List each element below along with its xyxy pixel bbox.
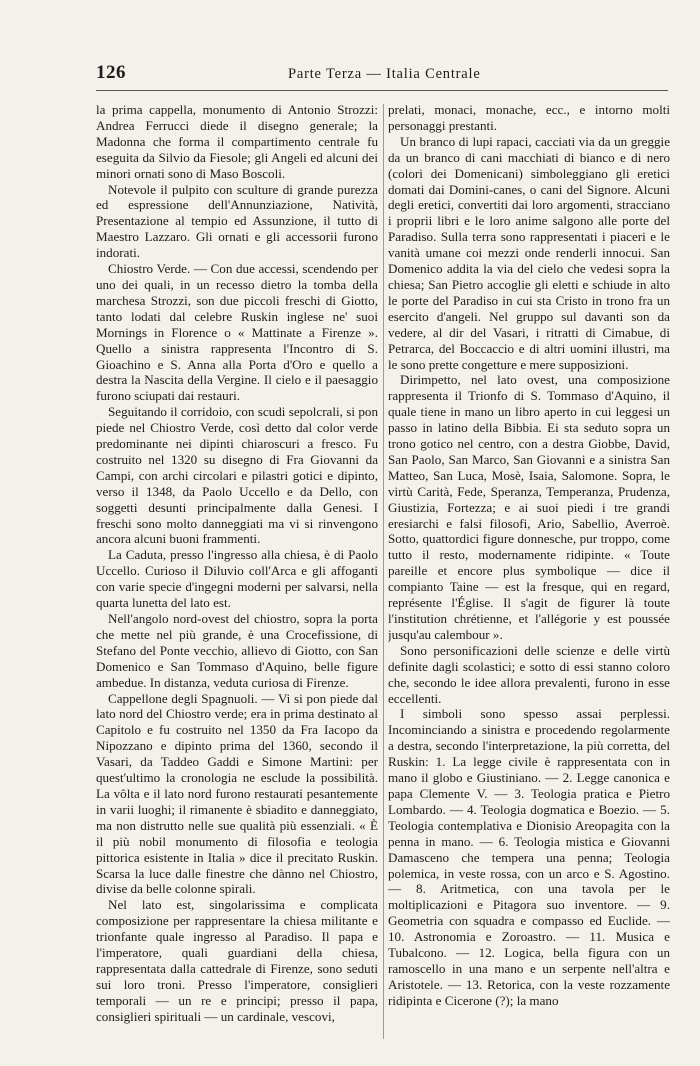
page-header: [96, 60, 668, 91]
paragraph: Chiostro Verde. — Con due accessi, scendendo per uno dei quali, in un recesso dietro la tomba della marchesa Strozzi, son due piccoli freschi di Giotto, tanto lodati dal celebre Ruskin inglese ne' suoi Mornings in Florence o « Mattinate a Firenze ». Quello a sinistra rappresenta l'Incontro di S. Gioachino e S. Anna alla Porta d'Oro e quello a destra la Nascita della Vergine. Il cielo e il paesaggio furono sciupati dai restauri.: [96, 261, 378, 404]
right-column: [388, 102, 670, 1042]
running-title: Parte Terza — Italia Centrale: [288, 66, 481, 82]
paragraph: I simboli sono spesso assai perplessi. Incominciando a sinistra e procedendo regolarmente a destra, secondo l'interpretazione, la più corretta, del Ruskin: 1. La legge civile è rappresentata con in mano il globo e Giustiniano. — 2. Legge canonica e papa Clemente V. — 3. Teologia pratica e Pietro Lombardo. — 4. Teologia dogmatica e Boezio. — 5. Teologia contemplativa e Dionisio Areopagita con la penna in mano. — 6. Teologia mistica e Giovanni Damasceno che tempera una penna; Teologia polemica, in veste rossa, con un arco e S. Agostino. — 8. Aritmetica, con una tavola per le moltiplicazioni e Pitagora suo inventore. — 9. Geometria con squadra e compasso ed Euclide. — 10. Astronomia e Zoroastro. — 11. Musica e Tubalcono. — 12. Logica, bella figura con un ramoscello in una mano e un serpente nell'altra e Aristotele. — 13. Retorica, con la veste rozzamente ridipinta e Cicerone (?); la mano: [388, 706, 670, 1008]
paragraph: Notevole il pulpito con sculture di grande purezza ed espressione dell'Annunziazione, Natività, Presentazione al tempio ed Assunzione, il tutto di Maestro Lazzaro. Gli ornati e gli accessorii furono indorati.: [96, 181, 378, 261]
column-divider: [383, 104, 384, 1039]
paragraph: Cappellone degli Spagnuoli. — Vi si pon piede dal lato nord del Chiostro verde; era in prima destinato al Capitolo e fu costruito nel 1350 da Fra Iacopo da Nipozzano e dipinto prima del 1360, secondo il Vasari, da Taddeo Gaddi e Simone Martini: per quest'ultimo la cronologia ne esclude la possibilità. La vôlta e il lato nord furono restaurati pesantemente in varii luoghi; il rimanente è sbiadito e danneggiato, ma non distrutto nelle sue qualità più essenziali. « È il più nobil monumento di filosofia e teologia pittorica esistente in Italia » dice il precitato Ruskin. Scarsa la luce dalle finestre che dànno nel Chiostro, divise da belle colonne spirali.: [96, 690, 378, 897]
paragraph: Seguitando il corridoio, con scudi sepolcrali, si pon piede nel Chiostro Verde, così detto dal color verde predominante nei dipinti chiaroscuri a fresco. Fu costruito nel 1320 su disegno di Fra Giovanni da Campi, con archi circolari e pilastri gotici e dipinto, verso il 1348, da Paolo Uccello e da Dello, con soggetti desunti principalmente dalla Genesi. I freschi sono molto danneggiati ma vi si rinvengono ancora alcuni buoni frammenti.: [96, 404, 378, 547]
left-column: [96, 102, 378, 1042]
paragraph: Dirimpetto, nel lato ovest, una composizione rappresenta il Trionfo di S. Tommaso d'Aquino, il quale tiene in mano un libro aperto in cui leggesi un passo in latino della Bibbia. Ei sta seduto sopra un trono gotico nel centro, con a destra Giobbe, David, San Paolo, San Marco, San Giovanni e a sinistra San Matteo, San Luca, Mosè, Isaia, Salomone. Sopra, le virtù Carità, Fede, Speranza, Temperanza, Prudenza, Giustizia, Fortezza; e ai suoi piedi i tre grandi eresiarchi e falsi filosofi, Ario, Sabellio, Averroè. Sotto, quattordici figure donnesche, pur troppo, come tutto il resto, modernamente ridipinte. « Toute pareille et encore plus symbolique — dice il compianto Taine — est la fresque, qui en regard, représente l'Église. Il s'agit de figurer là toute l'institution chrétienne, et l'allégorie y est poussée jusqu'au calembour ».: [388, 372, 670, 642]
paragraph: La Caduta, presso l'ingresso alla chiesa, è di Paolo Uccello. Curioso il Diluvio coll'Arca e gli affoganti con varie specie d'ingegni moderni per salvarsi, nella quarta lunetta del lato est.: [96, 547, 378, 611]
paragraph: Nell'angolo nord-ovest del chiostro, sopra la porta che mette nel più grande, è una Crocefissione, di Stefano del Ponte vecchio, allievo di Giotto, con San Domenico e San Tommaso d'Aquino, belle figure ambedue. In distanza, veduta curiosa di Firenze.: [96, 611, 378, 690]
paragraph: Nel lato est, singolarissima e complicata composizione per rappresentare la chiesa militante e trionfante quale ingresso al Paradiso. Il papa e l'imperatore, quali guardiani della chiesa, rappresentata dalla cattedrale di Firenze, sono seduti sui loro troni. Presso l'imperatore, consiglieri temporali — un re e principi; presso il papa, consiglieri spirituali — un cardinale, vescovi,: [96, 897, 378, 1024]
paragraph: Sono personificazioni delle scienze e delle virtù definite dagli scolastici; e sotto di essi stanno coloro che, secondo le idee allora prevalenti, furono in esse eccellenti.: [388, 642, 670, 706]
page-number: 126: [96, 62, 126, 83]
paragraph: la prima cappella, monumento di Antonio Strozzi: Andrea Ferrucci diede il disegno generale; la Madonna che forma il compartimento centrale fu eseguita da Silvio da Fiesole; gli Angeli ed alcuni dei minori ornati sono di Maso Boscoli.: [96, 102, 378, 181]
paragraph: Un branco di lupi rapaci, cacciati via da un greggie da un branco di cani macchiati di bianco e di nero (colori dei Domenicani) simboleggiano gli eretici domati dai Domini-canes, o cani del Signore. Alcuni degli eretici, convertiti dai loro argomenti, stracciano i proprii libri e le loro anime salgono alle porte del Paradiso. Sulla terra sono rappresentati i piaceri e le vanità umane coi mezzi onde renderli innocui. San Domenico addita la via del cielo che vedesi sopra la chiesa; San Pietro accoglie gli eletti e schiude in alto le porte del Paradiso in cui sta Cristo in trono fra un esercito d'angeli. Nel gruppo sul davanti son da vedere, al dir del Vasari, i ritratti di Cimabue, di Petrarca, del Boccaccio e di altri uomini illustri, ma le sono prette congetture e mere supposizioni.: [388, 133, 670, 372]
paragraph: prelati, monaci, monache, ecc., e intorno molti personaggi prestanti.: [388, 102, 670, 133]
